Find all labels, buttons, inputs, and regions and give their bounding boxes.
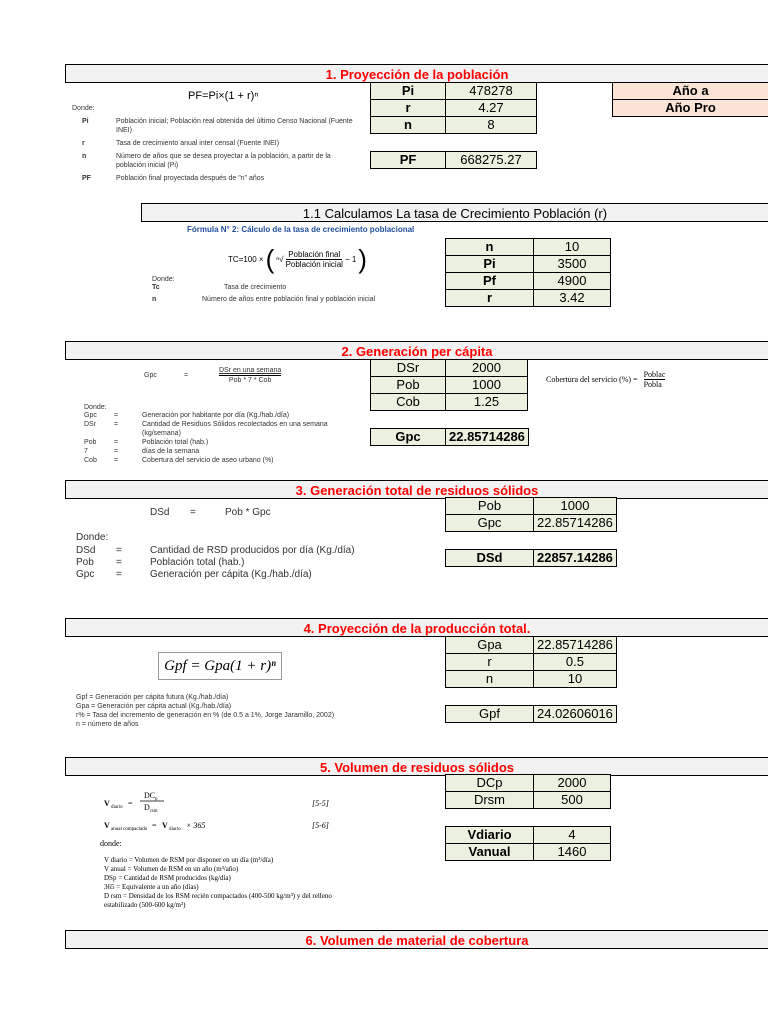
donde-label: Donde: [72,105,95,112]
table-row: Gpc 22.85714286 [446,515,617,532]
svg-text:V: V [104,821,110,830]
svg-text:D: D [144,803,150,812]
table-row: Pi 478278 [371,83,537,100]
table-row: DSr 2000 [371,360,528,377]
svg-text:rsm: rsm [150,809,158,814]
definitions-1: Pi Población inicial; Población real obtenida del último Censo Nacional (Fuente INEI) r Tasa de crecimiento anual inter censal (Fuente INEI) n Número de años que se desea proyectar a la población, a partir de la población inicial (Pi) PF Población final proyectada después de "n" años [82,118,353,182]
svg-text:V: V [162,821,168,830]
table-row: DCp 2000 [446,775,611,792]
definitions-3: DSd = Cantidad de RSD producidos por día (Kg./día) Pob = Población total (hab.) Gpc = Generación per cápita (Kg./hab./día) [76,545,355,580]
table-row: Drsm 500 [446,792,611,809]
table-row: Vdiario 4 [446,827,611,844]
svg-text:p: p [155,797,158,802]
table-volume-inputs [445,774,611,809]
definitions-4: Gpf = Generación per cápita futura (Kg./hab./día) Gpa = Generación per cápita actual (Kg./hab./día) r% = Tasa del incremento de generación en % (de 0.5 a 1%, Jorge Jaramillo, 2002) n = número de años [76,694,335,728]
formula-numerator: Población final [288,249,341,259]
formula-gpf: Gpf = Gpa(1 + r)ⁿ [158,652,282,680]
table-row: Gpc 22.85714286 [371,429,529,446]
svg-text:anual compactado: anual compactado [111,827,148,832]
section-header-4: 4. Proyección de la producción total. [65,618,768,637]
formula-minus: − 1 [344,254,357,264]
section-header-1: 1. Proyección de la población [65,64,768,83]
definitions-2: Gpc = Generación por habitante por día (Kg./hab./día) DSr = Cantidad de Residuos Sólidos recolectados en una semana (kg/semana) Pob = Población total (hab.) 7 = días de la semana Cob = Cobertura del servicio de aseo urbano (%) [84,412,328,464]
definitions-1-1: Tc Tasa de crecimiento n Número de años entre población final y población inicial [152,284,376,303]
table-gpc-result [370,428,529,446]
coverage-denominator: Pobla [643,380,662,389]
definitions-5: V diario = Volumen de RSM por disponer en un día (m³/día) V anual = Volumen de RSM en un año (m³/año) DSp = Cantidad de RSM producidos (kg/día) 365 = Equivalente a un año (días) D rsm = Densidad de los RSM recién compactados (400-500 kg/m³) y del relleno estabilizado (500-600 kg/m³) [104,856,332,909]
table-row: Pi 3500 [446,256,611,273]
table-gpf-result [445,705,617,723]
table-row: r 4.27 [371,100,537,117]
table-row: Vanual 1460 [446,844,611,861]
donde-label: Donde: [152,276,175,283]
coverage-formula-label: Cobertura del servicio (%) = [546,375,638,384]
table-row: n 10 [446,671,617,688]
table-row: Gpf 24.02606016 [446,706,617,723]
formula-denominator: Población inicial [285,259,343,269]
section-header-1-1: 1.1 Calculamos La tasa de Crecimiento Población (r) [141,203,768,222]
svg-text:=: = [152,821,157,830]
table-gpf-inputs [445,636,617,688]
formula-dsd: DSd = Pob * Gpc [150,507,271,518]
table-row: Gpa 22.85714286 [446,637,617,654]
coverage-numerator: Poblac [643,370,666,379]
table-row: r 0.5 [446,654,617,671]
formula-tc: TC=100 × ( ⁿ√ Población final Población inicial − 1 ) [228,244,367,274]
table-row: Año Pro [613,100,768,117]
table-year-side [612,82,768,117]
table-pf [370,151,537,169]
table-pi-r-n [370,82,537,134]
table-row: Pob 1000 [371,377,528,394]
section-header-2: 2. Generación per cápita [65,341,768,360]
formula-tc-label: TC=100 × [228,254,264,264]
donde-label: Donde: [84,404,107,411]
table-row: PF 668275.27 [371,152,537,169]
donde-label: Donde: [76,532,109,543]
table-growth [445,238,611,307]
svg-text:=: = [128,799,133,808]
volume-formulas [100,786,340,834]
table-dsd-result [445,549,617,567]
table-row: Pob 1000 [446,498,617,515]
section-header-3: 3. Generación total de residuos sólidos [65,480,768,499]
formula-pf: PF=Pi×(1 + r)ⁿ [188,90,259,102]
section-header-6: 6. Volumen de material de cobertura [65,930,768,949]
donde-label: donde: [100,839,122,848]
svg-text:V: V [104,799,110,808]
eq-tag-5-5: [5-5] [312,799,329,808]
svg-text:diario: diario [111,805,123,810]
table-gpc-inputs [370,359,528,411]
eq2-rest: × 365 [186,821,206,830]
svg-text:DC: DC [144,791,156,800]
svg-text:diario: diario [169,827,181,832]
section-header-5: 5. Volumen de residuos sólidos [65,757,768,776]
formula-title: Fórmula N° 2: Cálculo de la tasa de crecimiento poblacional [187,225,415,234]
table-row: Año a [613,83,768,100]
table-row: r 3.42 [446,290,611,307]
table-volume-results [445,826,611,861]
coverage-formula [546,370,665,389]
table-row: n 10 [446,239,611,256]
table-dsd-inputs [445,497,617,532]
table-row: DSd 22857.14286 [446,550,617,567]
table-row: Cob 1.25 [371,394,528,411]
formula-gpc: Gpc = DSr en una semana Pob * 7 * Cob [144,367,282,384]
table-row: Pf 4900 [446,273,611,290]
table-row: n 8 [371,117,537,134]
eq-tag-5-6: [5-6] [312,821,329,830]
